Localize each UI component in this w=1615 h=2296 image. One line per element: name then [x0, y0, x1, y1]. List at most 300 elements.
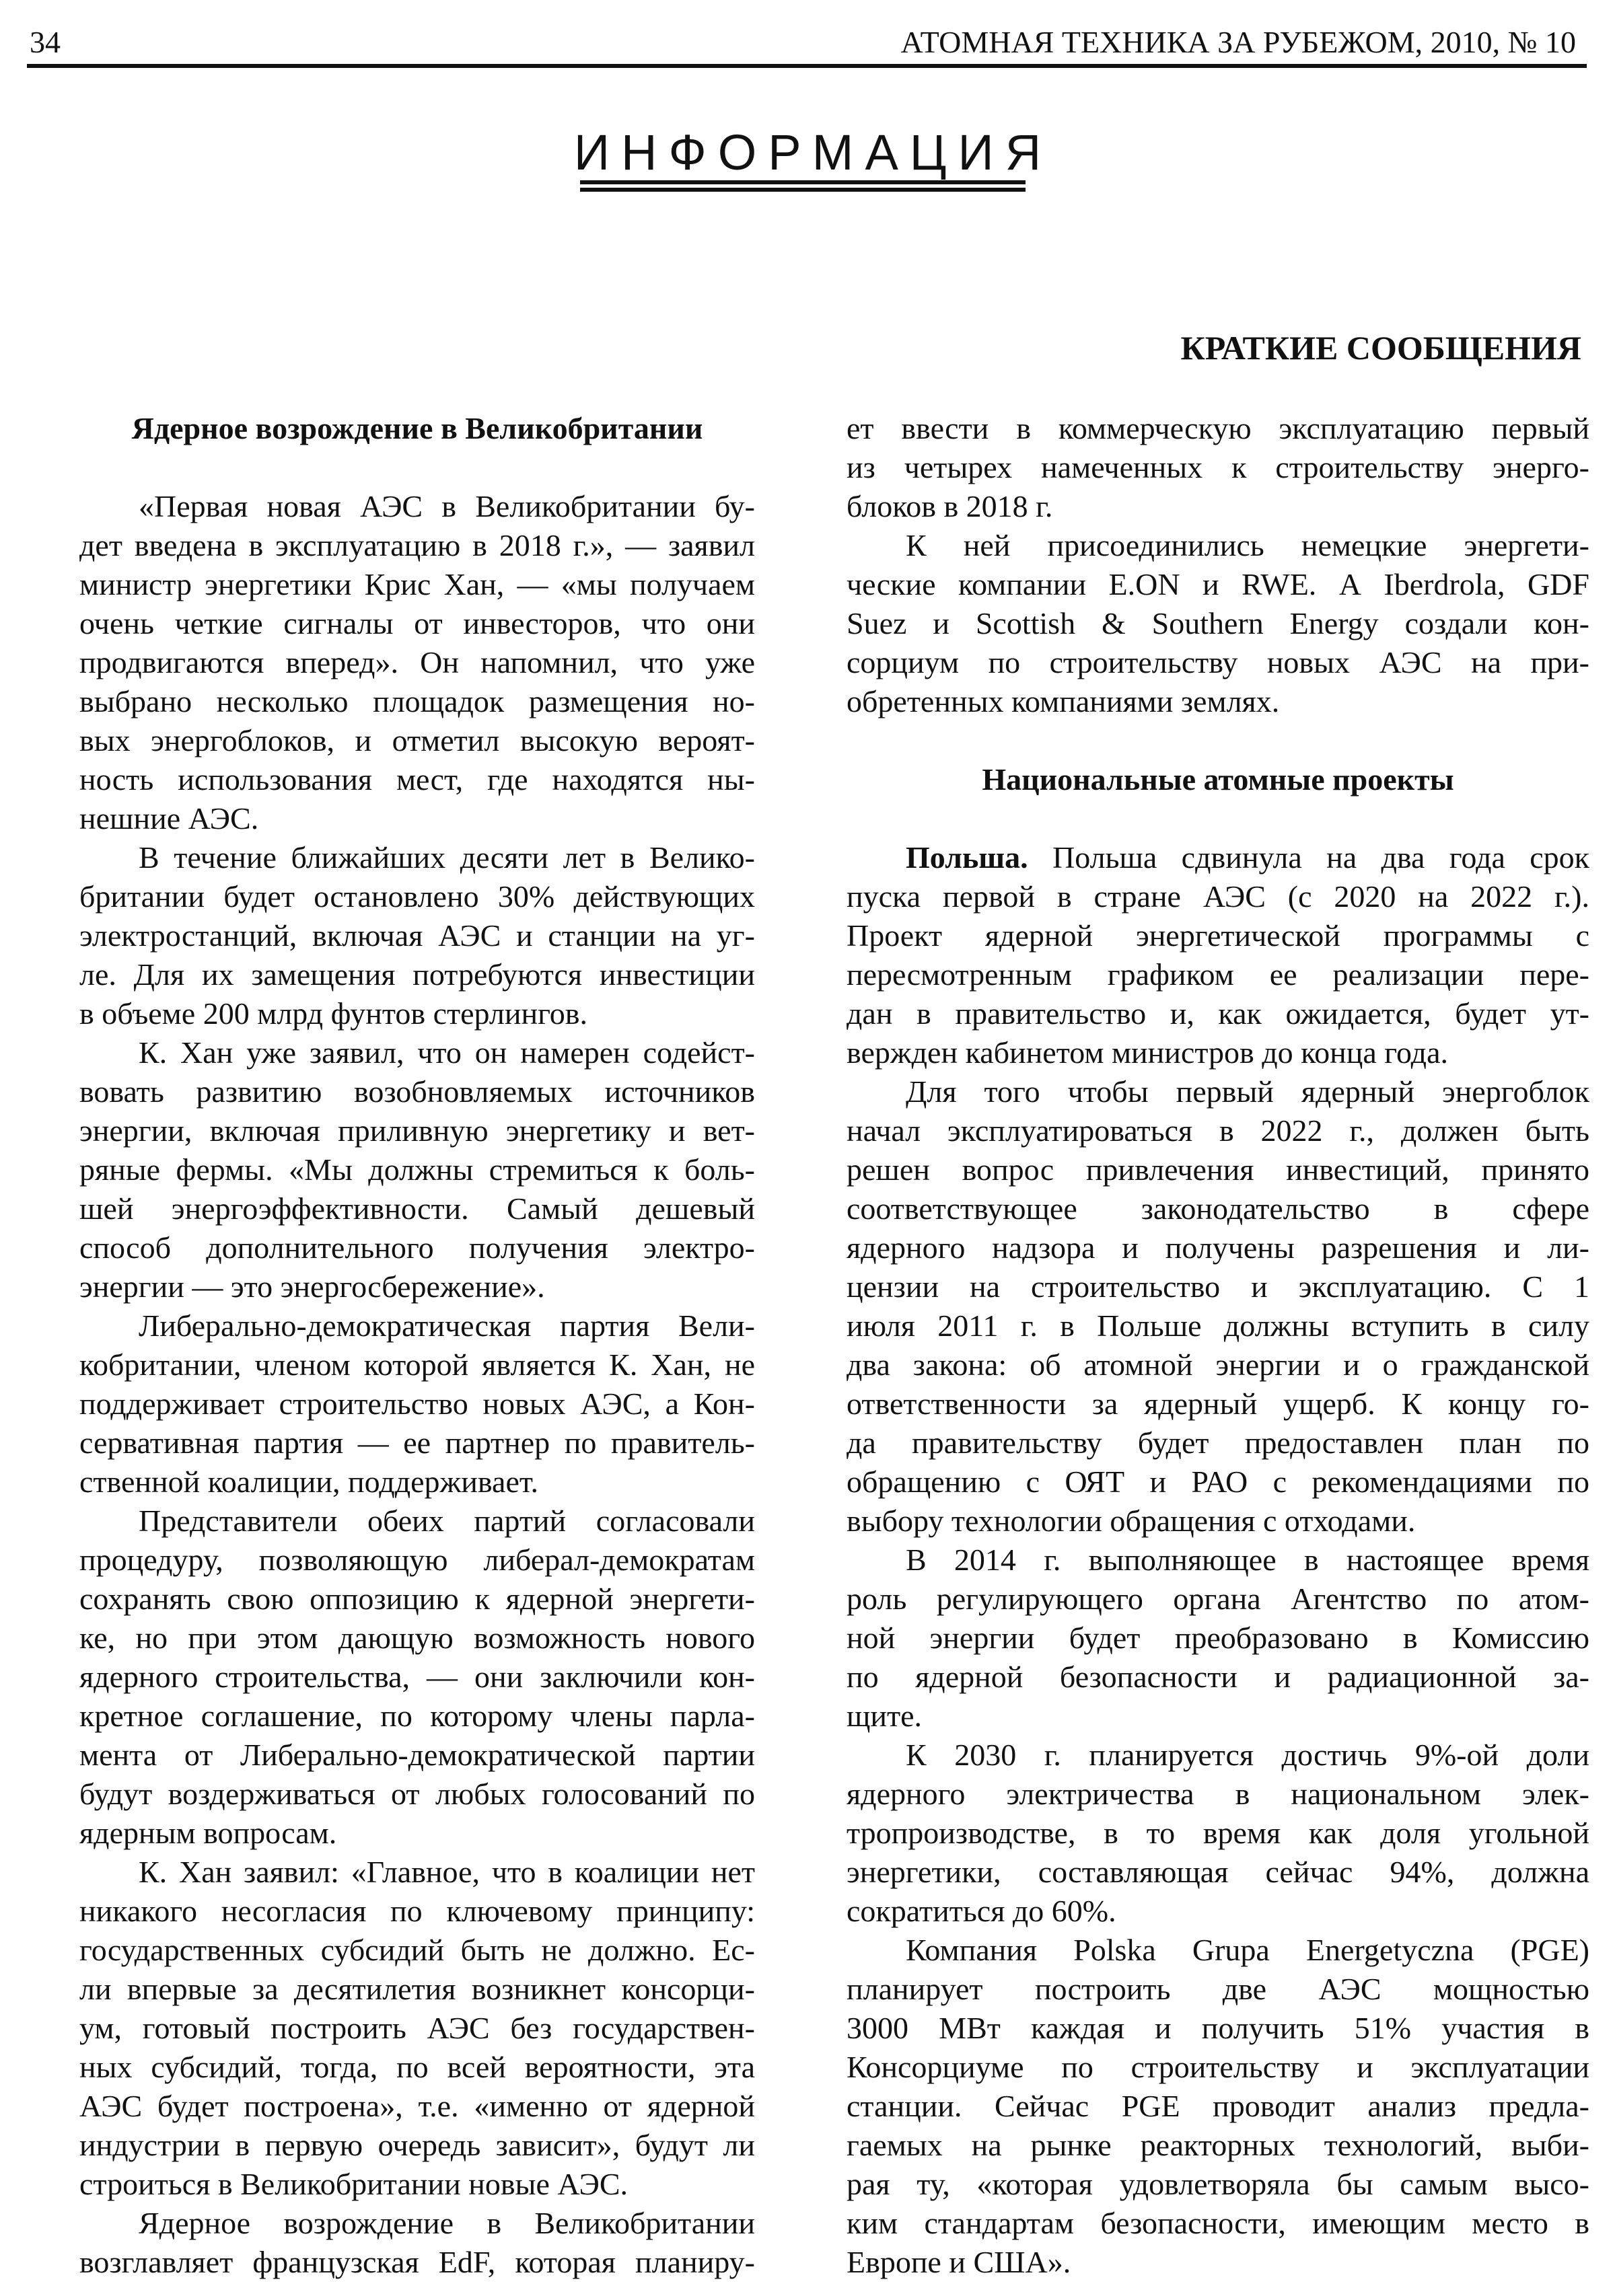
text-line [79, 1619, 755, 1658]
text-line-text: в объеме 200 млрд фунтов стерлингов. [79, 996, 588, 1031]
text-line-content [139, 1853, 755, 1892]
text-line-text: ке, но при этом дающую возможность нового [79, 1621, 755, 1655]
text-line-content [79, 565, 755, 604]
text-line-content [79, 1775, 755, 1814]
text-line [847, 2048, 1589, 2087]
text-line-content [847, 1267, 1589, 1306]
text-line-content [847, 1462, 1589, 1502]
text-line [79, 799, 755, 838]
text-line-text: 3000 МВт каждая и получить 51% участия в [847, 2011, 1589, 2045]
text-line-text: АЭС будет построена», т.е. «именно от ядерной [79, 2089, 755, 2123]
text-line [847, 604, 1589, 643]
text-line [79, 487, 755, 526]
text-line-content [79, 1423, 755, 1462]
text-line [847, 682, 1589, 721]
text-line-text: пуска первой в стране АЭС (с 2020 на 2022 г.). [847, 879, 1589, 914]
text-line-text: К. Хан заявил: «Главное, что в коалиции нет [139, 1855, 755, 1889]
text-line-text: рая ту, «которая удовлетворяла бы самым высо- [847, 2167, 1589, 2201]
text-line-content [847, 955, 1589, 994]
text-line-text: ственной коалиции, поддерживает. [79, 1465, 539, 1499]
text-line-content [847, 2009, 1589, 2048]
text-line [847, 1267, 1589, 1306]
text-line-content [847, 1619, 1589, 1658]
text-line-content [847, 1033, 1448, 1072]
paragraph [79, 1033, 755, 1306]
text-line-content [847, 1150, 1589, 1189]
paragraph [79, 487, 755, 838]
text-line-content [79, 1462, 538, 1502]
text-line-text: электростанций, включая АЭС и станции на уг- [79, 918, 755, 953]
text-line-content [79, 1345, 755, 1384]
text-line-text: Компания Polska Grupa Energetyczna (PGE) [906, 1933, 1589, 1967]
text-line [847, 1775, 1589, 1814]
text-line-text: планирует построить две АЭС мощностью [847, 1972, 1589, 2006]
text-line-content [847, 1970, 1589, 2009]
text-line-content [847, 2126, 1589, 2165]
text-line [79, 526, 755, 565]
text-line-text: из четырех намеченных к строительству энерго- [847, 450, 1589, 484]
page-number: 34 [30, 25, 61, 59]
text-line-content [847, 1384, 1589, 1423]
text-line [847, 1931, 1589, 1970]
text-line-content [139, 2204, 755, 2243]
text-line [79, 1658, 755, 1697]
text-line-content [79, 1150, 755, 1189]
text-line [847, 1345, 1589, 1384]
text-line [847, 1423, 1589, 1462]
text-line [79, 2087, 755, 2126]
text-line-content [79, 604, 755, 643]
text-line-text: пересмотренным графиком ее реализации пере- [847, 957, 1589, 992]
text-line-content [847, 1189, 1589, 1228]
text-line-content [79, 1736, 755, 1775]
page-title [0, 124, 1615, 180]
text-line [847, 1502, 1589, 1541]
text-line-content [847, 1697, 922, 1736]
text-line-text: К 2030 г. планируется достичь 9%-ой доли [906, 1738, 1589, 1772]
text-line [847, 448, 1589, 487]
text-line-text: станции. Сейчас PGE проводит анализ предла- [847, 2089, 1589, 2123]
text-line-content [847, 2165, 1589, 2204]
paragraph [847, 1736, 1589, 1931]
text-line-text: ким стандартам безопасности, имеющим место в [847, 2206, 1589, 2240]
text-line-text: обретенных компаниями землях. [847, 684, 1280, 718]
text-line-text: ет ввести в коммерческую эксплуатацию первый [847, 411, 1589, 445]
text-line-text: решен вопрос привлечения инвестиций, принято [847, 1152, 1589, 1187]
paragraph [79, 1853, 755, 2204]
text-line [847, 2126, 1589, 2165]
paragraph [79, 1502, 755, 1853]
text-line-content [847, 2087, 1589, 2126]
text-line-content [906, 838, 1589, 877]
text-line-content [847, 1658, 1589, 1697]
paragraph [847, 526, 1589, 721]
text-line-content [79, 877, 755, 916]
text-line-content [79, 760, 755, 799]
text-line-text: щите. [847, 1699, 923, 1733]
column-right [847, 409, 1589, 2282]
text-line-content [79, 1931, 755, 1970]
text-line-content [79, 994, 587, 1033]
text-line-text: вовать развитию возобновляемых источников [79, 1074, 755, 1109]
text-line-text: соответствующее законодательство в сфере [847, 1191, 1589, 1226]
text-line-content [79, 1228, 755, 1267]
text-line [79, 1384, 755, 1423]
paragraph-lead: Польша. [906, 840, 1028, 875]
text-line-text: продвигаются вперед». Он напомнил, что уже [79, 645, 755, 679]
text-line-text: ядерного надзора и получены разрешения и ли- [847, 1230, 1589, 1265]
text-line-text: гаемых на рынке реакторных технологий, выби- [847, 2128, 1589, 2162]
text-line-text: энергетики, составляющая сейчас 94%, должна [847, 1855, 1589, 1889]
text-line-text: тропроизводстве, в то время как доля угольной [847, 1816, 1589, 1850]
text-line [79, 604, 755, 643]
text-line-content [847, 487, 1052, 526]
text-line-content [79, 916, 755, 955]
paragraph [79, 2204, 755, 2282]
text-line [79, 1814, 755, 1853]
text-line-text: поддерживает строительство новых АЭС, а Кон- [79, 1386, 755, 1421]
text-line-text: процедуру, позволяющую либерал-демократам [79, 1543, 755, 1577]
text-line-content [79, 1970, 755, 2009]
text-line-text: по ядерной безопасности и радиационной за- [847, 1660, 1589, 1694]
paragraph [847, 1931, 1589, 2282]
text-line [847, 2009, 1589, 2048]
text-line-text: энергии, включая приливную энергетику и вет- [79, 1113, 755, 1148]
text-line-text: Консорциуме по строительству и эксплуатации [847, 2050, 1589, 2084]
text-line-content [906, 1541, 1589, 1580]
text-line-content [79, 526, 755, 565]
blank-line [847, 721, 1589, 760]
text-line-content [79, 1189, 755, 1228]
text-line [79, 1033, 755, 1072]
text-line [847, 2204, 1589, 2243]
text-line-text: нешние АЭС. [79, 801, 259, 836]
text-line-text: ле. Для их замещения потребуются инвестиции [79, 957, 755, 992]
text-line [847, 1658, 1589, 1697]
text-line-text: вержден кабинетом министров до конца года. [847, 1035, 1448, 1070]
text-line-text: ядерным вопросам. [79, 1816, 337, 1850]
text-line-content [79, 1267, 545, 1306]
page-title-text: ИНФОРМАЦИЯ [573, 124, 1053, 180]
text-line [847, 409, 1589, 448]
text-line-text: Либерально-демократическая партия Вели- [139, 1308, 755, 1343]
text-line [847, 487, 1589, 526]
text-line [847, 1970, 1589, 2009]
text-line-text: Представители обеих партий согласовали [139, 1504, 755, 1538]
text-line-content [847, 2204, 1589, 2243]
text-line [847, 1697, 1589, 1736]
text-line-content [847, 1502, 1415, 1541]
text-line-content [79, 721, 755, 760]
text-line-content [79, 1619, 755, 1658]
text-line-text: очень четкие сигналы от инвесторов, что они [79, 606, 755, 640]
text-line-content [79, 955, 755, 994]
text-line-text: строиться в Великобритании новые АЭС. [79, 2167, 628, 2201]
text-line [847, 838, 1589, 877]
text-line [79, 2165, 755, 2204]
text-line-content [79, 1541, 755, 1580]
text-line [847, 1384, 1589, 1423]
text-line [79, 1775, 755, 1814]
text-line-text: ряные фермы. «Мы должны стремиться к боль- [79, 1152, 755, 1187]
text-line-text: да правительству будет предоставлен план по [847, 1425, 1589, 1460]
text-line-content [79, 2048, 755, 2087]
text-line [79, 643, 755, 682]
text-line [847, 916, 1589, 955]
text-line-content [139, 1033, 755, 1072]
text-line-content [847, 1306, 1589, 1345]
text-line-text: ных субсидий, тогда, по всей вероятности, эта [79, 2050, 755, 2084]
text-line-text: способ дополнительного получения электро- [79, 1230, 755, 1265]
text-line-text: возглавляет французская EdF, которая планиру- [79, 2245, 755, 2279]
text-line-content [906, 1931, 1589, 1970]
text-line [847, 643, 1589, 682]
text-line [79, 1892, 755, 1931]
title-underline-2 [580, 188, 1026, 192]
text-line [847, 2165, 1589, 2204]
text-line-text: индустрии в первую очередь зависит», будут ли [79, 2128, 755, 2162]
text-line [79, 2204, 755, 2243]
text-line-content [847, 1228, 1589, 1267]
text-line [79, 1970, 755, 2009]
text-line [79, 1111, 755, 1150]
text-line-text: шей энергоэффективности. Самый дешевый [79, 1191, 755, 1226]
text-line [79, 955, 755, 994]
text-line-content [847, 1853, 1589, 1892]
text-line [847, 877, 1589, 916]
text-line [79, 1423, 755, 1462]
text-line-text: начал эксплуатироваться в 2022 г., должен быть [847, 1113, 1589, 1148]
text-line [79, 2243, 755, 2282]
text-line-content [79, 1892, 755, 1931]
text-line-content [847, 1892, 1116, 1931]
text-line-content [79, 682, 755, 721]
text-line-text: сервативная партия — ее партнер по правитель- [79, 1425, 755, 1460]
text-line-content [847, 916, 1589, 955]
text-line [847, 1150, 1589, 1189]
text-line-text: Польша сдвинула на два года срок [1028, 840, 1589, 875]
text-line-content [139, 1306, 755, 1345]
text-line [847, 1033, 1589, 1072]
text-line [79, 1580, 755, 1619]
blank-line [79, 448, 755, 487]
text-line [79, 1736, 755, 1775]
text-line-text: британии будет остановлено 30% действующих [79, 879, 755, 914]
text-line [847, 1541, 1589, 1580]
text-line-text: ответственности за ядерный ущерб. К концу го- [847, 1386, 1589, 1421]
text-line [847, 526, 1589, 565]
text-line [847, 1892, 1589, 1931]
paragraph [79, 838, 755, 1033]
text-line [847, 1853, 1589, 1892]
text-line [847, 1228, 1589, 1267]
text-line [79, 1150, 755, 1189]
text-line [79, 1541, 755, 1580]
text-line [847, 994, 1589, 1033]
text-line [79, 2126, 755, 2165]
text-line-content [79, 2165, 628, 2204]
text-line-text: сохранять свою оппозицию к ядерной энергети- [79, 1582, 755, 1616]
text-line-content [79, 2087, 755, 2126]
text-line-content [847, 2048, 1589, 2087]
text-line [847, 2087, 1589, 2126]
text-line [79, 994, 755, 1033]
text-line [79, 1853, 755, 1892]
text-line-content [906, 526, 1589, 565]
text-line [847, 565, 1589, 604]
text-line [79, 1267, 755, 1306]
text-line-text: ядерного электричества в национальном элек- [847, 1777, 1589, 1811]
text-line-text: К. Хан уже заявил, что он намерен содейст- [139, 1035, 755, 1070]
text-line [847, 1072, 1589, 1111]
text-line-content [847, 2243, 1071, 2282]
text-line [847, 1462, 1589, 1502]
text-line-text: министр энергетики Крис Хан, — «мы получаем [79, 567, 755, 601]
text-line-content [79, 799, 258, 838]
text-line-content [139, 1502, 755, 1541]
paragraph [847, 409, 1589, 526]
text-line-content [139, 838, 755, 877]
text-line-text: кобритании, членом которой является К. Хан, не [79, 1347, 755, 1382]
text-line [79, 1931, 755, 1970]
text-line-text: ность использования мест, где находятся ны- [79, 762, 755, 797]
text-line [79, 838, 755, 877]
text-line-text: В 2014 г. выполняющее в настоящее время [906, 1543, 1589, 1577]
text-line-text: дан в правительство и, как ожидается, будет ут- [847, 996, 1589, 1031]
text-line [79, 877, 755, 916]
text-line-content [847, 994, 1589, 1033]
text-line-text: два закона: об атомной энергии и о гражданской [847, 1347, 1589, 1382]
paragraph [847, 1541, 1589, 1736]
text-line [79, 721, 755, 760]
text-line-content [847, 877, 1589, 916]
text-line-text: Ядерное возрождение в Великобритании [139, 2206, 755, 2240]
text-line [847, 2243, 1589, 2282]
column-left [79, 409, 755, 2282]
text-line-content [847, 682, 1279, 721]
text-line-text: К ней присоединились немецкие энергети- [906, 528, 1589, 562]
text-line-text: ли впервые за десятилетия возникнет консорци- [79, 1972, 755, 2006]
text-line-text: сорциум по строительству новых АЭС на при- [847, 645, 1589, 679]
text-line-text: В течение ближайших десяти лет в Велико- [139, 840, 755, 875]
text-line [847, 955, 1589, 994]
text-line [79, 1462, 755, 1502]
paragraph [79, 1306, 755, 1502]
text-line-text: выбору технологии обращения с отходами. [847, 1504, 1416, 1538]
text-line [79, 2048, 755, 2087]
text-line-text: сократиться до 60%. [847, 1894, 1116, 1928]
text-line-content [906, 1072, 1589, 1111]
text-line-content [79, 1658, 755, 1697]
text-line-content [847, 409, 1589, 448]
text-line-text: вых энергоблоков, и отметил высокую вероят- [79, 723, 755, 757]
text-line-content [79, 1384, 755, 1423]
text-line [847, 1111, 1589, 1150]
text-line-content [79, 2243, 755, 2282]
text-line [79, 1228, 755, 1267]
text-line-content [79, 1072, 755, 1111]
text-line-text: блоков в 2018 г. [847, 489, 1053, 523]
article-heading: Национальные атомные проекты [982, 762, 1454, 797]
text-line-text: роль регулирующего органа Агентство по атом- [847, 1582, 1589, 1616]
text-line-content [847, 1580, 1589, 1619]
text-line-content [79, 643, 755, 682]
blank-line [847, 799, 1589, 838]
text-line-text: государственных субсидий быть не должно. Ес- [79, 1933, 755, 1967]
text-line [847, 1306, 1589, 1345]
text-line [79, 682, 755, 721]
text-line-content [139, 487, 755, 526]
text-line [79, 916, 755, 955]
text-line-content [847, 565, 1589, 604]
text-line [79, 1697, 755, 1736]
text-line-text: Suez и Scottish & Southern Energy создали кон- [847, 606, 1589, 640]
paragraph [847, 1072, 1589, 1541]
text-line-text: ной энергии будет преобразовано в Комиссию [847, 1621, 1589, 1655]
text-line [79, 565, 755, 604]
article-heading: Ядерное возрождение в Великобритании [131, 411, 703, 445]
text-line-text: «Первая новая АЭС в Великобритании бу- [139, 489, 755, 523]
text-line-text: обращению с ОЯТ и РАО с рекомендациями по [847, 1465, 1589, 1499]
text-line-text: ческие компании E.ON и RWE. А Iberdrola, GDF [847, 567, 1589, 601]
text-line-text: будут воздерживаться от любых голосований по [79, 1777, 755, 1811]
journal-running-header: АТОМНАЯ ТЕХНИКА ЗА РУБЕЖОМ, 2010, № 10 [900, 25, 1576, 59]
text-line-content [79, 1111, 755, 1150]
text-line-content [79, 2009, 755, 2048]
header-rule [27, 64, 1587, 68]
text-line [847, 1580, 1589, 1619]
text-line [79, 1502, 755, 1541]
text-line-content [847, 1345, 1589, 1384]
text-line-text: Проект ядерной энергетической программы с [847, 918, 1589, 953]
text-line-text: июля 2011 г. в Польше должны вступить в силу [847, 1308, 1589, 1343]
text-line-text: мента от Либерально-демократической партии [79, 1738, 755, 1772]
text-line-text: Европе и США». [847, 2245, 1071, 2279]
text-line-text: выбрано несколько площадок размещения но- [79, 684, 755, 718]
text-line-text: цензии на строительство и эксплуатацию. С 1 [847, 1269, 1589, 1304]
text-line-text: дет введена в эксплуатацию в 2018 г.», — заявил [79, 528, 755, 562]
text-line-text: ум, готовый построить АЭС без государствен- [79, 2011, 755, 2045]
text-line [847, 1814, 1589, 1853]
text-line-text: Для того чтобы первый ядерный энергоблок [906, 1074, 1589, 1109]
text-line-text: энергии — это энергосбережение». [79, 1269, 545, 1304]
text-line-text: кретное соглашение, по которому члены парла- [79, 1699, 755, 1733]
text-line-content [847, 1111, 1589, 1150]
text-line-content [906, 1736, 1589, 1775]
text-line [847, 1619, 1589, 1658]
text-line-content [79, 1814, 336, 1853]
text-line-text: ядерного строительства, — они заключили кон- [79, 1660, 755, 1694]
text-line [79, 2009, 755, 2048]
text-line [79, 1306, 755, 1345]
text-line [79, 1345, 755, 1384]
paragraph [847, 838, 1589, 1072]
text-line [79, 1189, 755, 1228]
text-line-content [79, 2126, 755, 2165]
section-heading: КРАТКИЕ СООБЩЕНИЯ [1180, 329, 1581, 367]
text-line-content [847, 1423, 1589, 1462]
title-underline-1 [580, 180, 1026, 184]
text-line [79, 1072, 755, 1111]
text-line [847, 1189, 1589, 1228]
text-line [847, 1736, 1589, 1775]
text-line-content [79, 1697, 755, 1736]
text-line-content [79, 1580, 755, 1619]
text-line [79, 760, 755, 799]
text-line-text: никакого несогласия по ключевому принципу: [79, 1894, 755, 1928]
text-line-content [847, 1814, 1589, 1853]
text-line-content [847, 643, 1589, 682]
